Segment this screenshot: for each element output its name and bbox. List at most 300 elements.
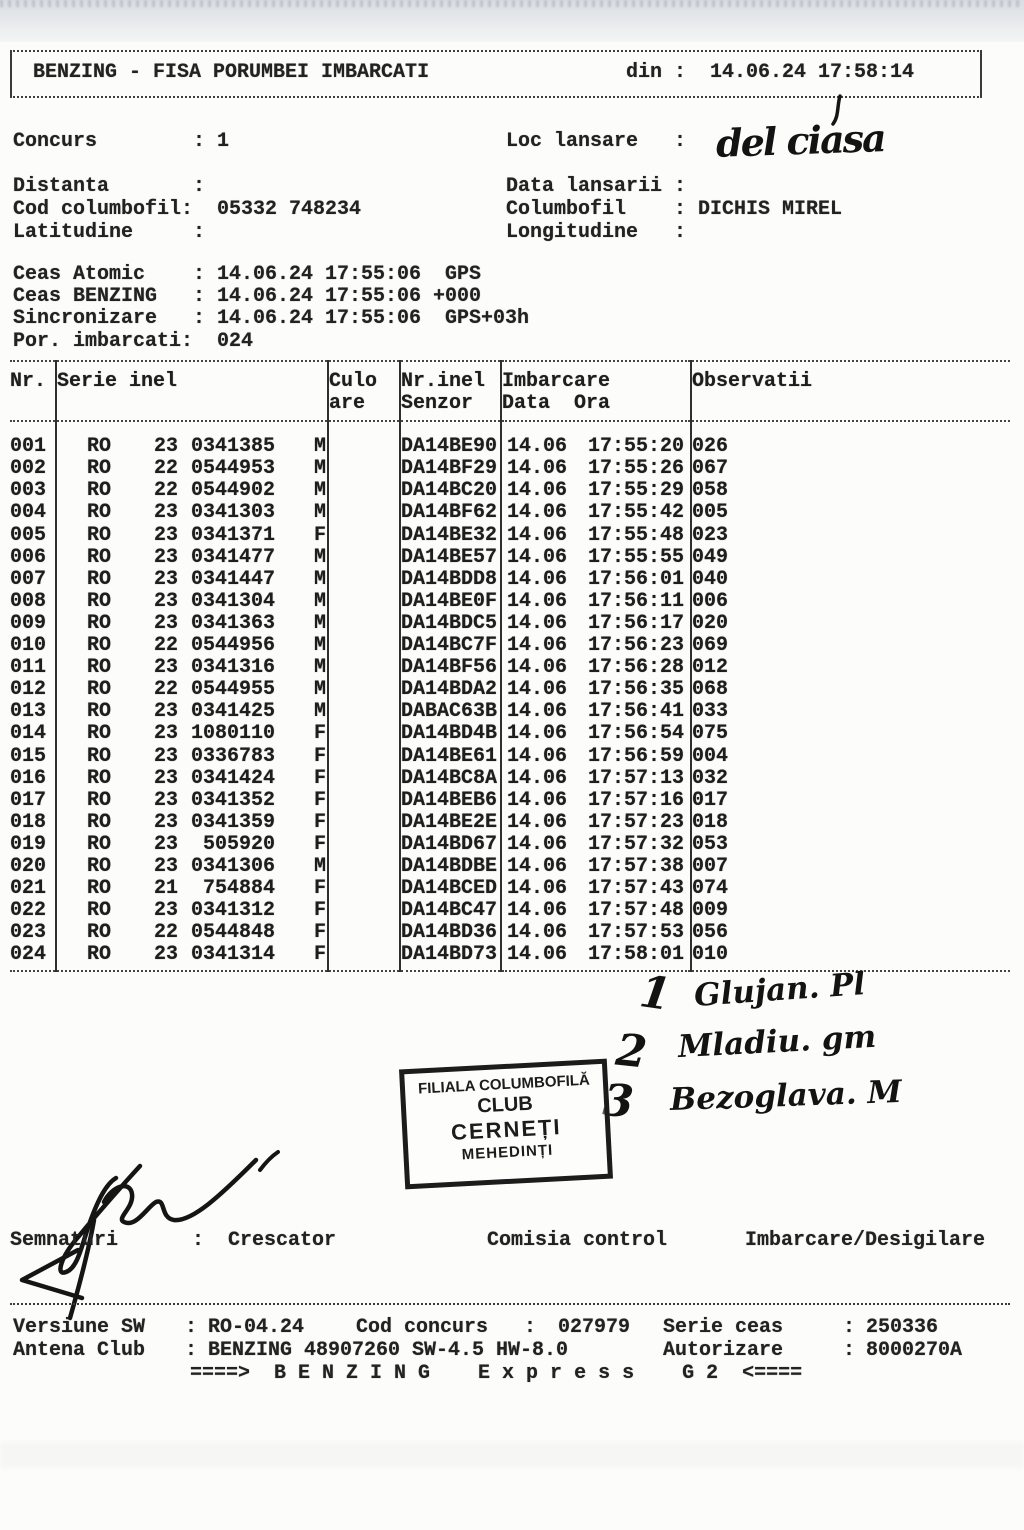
ring-country: RO bbox=[87, 832, 112, 856]
ring-number: 0341363 bbox=[191, 611, 276, 635]
ring-number: 0341477 bbox=[191, 545, 276, 569]
cell-imbarcare bbox=[501, 900, 691, 922]
cell-culoare bbox=[328, 812, 400, 834]
pigeon-sex: M bbox=[314, 479, 327, 503]
cell-culoare bbox=[328, 856, 400, 878]
ring-number: 0341314 bbox=[191, 943, 276, 967]
cell-observatii: 053 bbox=[691, 834, 1010, 856]
cell-imbarcare bbox=[501, 591, 691, 613]
scan-artifact-noise bbox=[0, 0, 1024, 7]
cell-senzor: DA14BC20 bbox=[400, 480, 501, 502]
report-datetime: din : 14.06.24 17:58:14 bbox=[626, 61, 915, 84]
cell-serie-inel bbox=[56, 878, 328, 900]
cell-senzor: DA14BF56 bbox=[400, 657, 501, 679]
imbarcare-time: 17:56:01 bbox=[588, 567, 685, 591]
scan-artifact-top-band bbox=[0, 0, 1024, 42]
imbarcare-time: 17:57:13 bbox=[588, 766, 685, 790]
ring-country: RO bbox=[87, 921, 112, 945]
cell-observatii: 074 bbox=[691, 878, 1010, 900]
pigeon-table-body bbox=[10, 421, 1010, 971]
ring-number: 0544953 bbox=[191, 457, 276, 481]
cell-culoare bbox=[328, 768, 400, 790]
imbarcare-time: 17:55:26 bbox=[588, 457, 685, 481]
table-row bbox=[10, 525, 1010, 547]
ring-number: 505920 bbox=[202, 832, 275, 856]
cell-observatii: 023 bbox=[691, 525, 1010, 547]
porumbei-imbarcati-value: 024 bbox=[217, 330, 254, 353]
table-row bbox=[10, 790, 1010, 812]
col-header-nr: Nr. bbox=[10, 361, 56, 393]
imbarcare-time: 17:57:43 bbox=[588, 877, 685, 901]
loc-lansare-label: Loc lansare bbox=[506, 130, 639, 153]
cell-culoare bbox=[328, 834, 400, 856]
cell-nr: 022 bbox=[10, 899, 47, 923]
pigeon-sex: M bbox=[314, 700, 327, 724]
cell-nr: 013 bbox=[10, 700, 47, 724]
cell-senzor: DA14BC8A bbox=[400, 768, 501, 790]
imbarcare-date: 14.06 bbox=[507, 899, 568, 923]
imbarcare-date: 14.06 bbox=[507, 766, 568, 790]
cell-nr: 015 bbox=[10, 744, 47, 768]
cell-nr: 002 bbox=[10, 457, 47, 481]
cell-culoare bbox=[328, 723, 400, 745]
pigeon-sex: M bbox=[314, 656, 327, 680]
imbarcare-time: 17:57:38 bbox=[588, 854, 685, 878]
imbarcare-time: 17:55:42 bbox=[588, 501, 685, 525]
cell-imbarcare bbox=[501, 547, 691, 569]
table-row bbox=[10, 547, 1010, 569]
porumbei-imbarcati-colon: : bbox=[181, 330, 194, 353]
concurs-colon: : bbox=[193, 130, 206, 153]
cell-nr: 003 bbox=[10, 479, 47, 503]
pigeon-sex: F bbox=[314, 810, 327, 834]
versiune-sw-value: RO-04.24 bbox=[208, 1316, 305, 1339]
ring-country: RO bbox=[87, 678, 112, 702]
cell-imbarcare bbox=[501, 790, 691, 812]
semnaturi-comisia-control: Comisia control bbox=[487, 1229, 668, 1252]
cell-serie-inel bbox=[56, 856, 328, 878]
table-row bbox=[10, 834, 1010, 856]
ring-year: 22 bbox=[154, 634, 179, 658]
cell-culoare bbox=[328, 878, 400, 900]
pigeon-sex: F bbox=[314, 523, 327, 547]
imbarcare-date: 14.06 bbox=[507, 810, 568, 834]
cell-observatii: 033 bbox=[691, 701, 1010, 723]
pigeon-table-header bbox=[10, 361, 1010, 421]
table-row bbox=[10, 502, 1010, 524]
table-row bbox=[10, 701, 1010, 723]
ring-country: RO bbox=[87, 501, 112, 525]
ceas-atomic-value: 14.06.24 17:55:06 GPS bbox=[217, 263, 482, 286]
cod-concurs-label: Cod concurs bbox=[356, 1316, 489, 1339]
cell-serie-inel bbox=[56, 458, 328, 480]
imbarcare-date: 14.06 bbox=[507, 435, 568, 459]
serie-ceas-colon: : bbox=[843, 1316, 856, 1339]
col-header-imbarcare-line1: Imbarcare bbox=[501, 361, 691, 393]
cell-serie-inel bbox=[56, 812, 328, 834]
ring-country: RO bbox=[87, 854, 112, 878]
ring-country: RO bbox=[87, 810, 112, 834]
imbarcare-time: 17:57:32 bbox=[588, 832, 685, 856]
imbarcare-date: 14.06 bbox=[507, 501, 568, 525]
ring-year: 23 bbox=[154, 501, 179, 525]
concurs-label: Concurs bbox=[13, 130, 98, 153]
imbarcare-date: 14.06 bbox=[507, 943, 568, 967]
table-row bbox=[10, 723, 1010, 745]
cell-senzor: DA14BD67 bbox=[400, 834, 501, 856]
cell-observatii: 007 bbox=[691, 856, 1010, 878]
data-lansarii-label: Data lansarii bbox=[506, 175, 663, 198]
handwritten-list-number-2: 2 bbox=[613, 1024, 650, 1079]
cell-observatii: 009 bbox=[691, 900, 1010, 922]
pigeon-sex: M bbox=[314, 435, 327, 459]
handwritten-list-name-1: Glujan. Pl bbox=[692, 966, 867, 1014]
ring-year: 23 bbox=[154, 899, 179, 923]
cod-columbofil-value: 05332 748234 bbox=[217, 198, 362, 221]
ring-number: 0341371 bbox=[191, 523, 276, 547]
ring-country: RO bbox=[87, 700, 112, 724]
ring-number: 1080110 bbox=[191, 722, 276, 746]
cell-culoare bbox=[328, 547, 400, 569]
pigeon-sex: F bbox=[314, 766, 327, 790]
cell-nr: 001 bbox=[10, 435, 47, 459]
cell-serie-inel bbox=[56, 480, 328, 502]
imbarcare-time: 17:56:41 bbox=[588, 700, 685, 724]
ring-country: RO bbox=[87, 722, 112, 746]
cell-observatii: 040 bbox=[691, 569, 1010, 591]
cell-observatii: 049 bbox=[691, 547, 1010, 569]
cell-observatii: 075 bbox=[691, 723, 1010, 745]
cell-serie-inel bbox=[56, 591, 328, 613]
columbofil-colon: : bbox=[674, 198, 687, 221]
col-header-culoare-line1: Culo bbox=[328, 361, 400, 393]
cell-imbarcare bbox=[501, 613, 691, 635]
cell-observatii: 067 bbox=[691, 458, 1010, 480]
table-row bbox=[10, 613, 1010, 635]
cell-senzor: DA14BE57 bbox=[400, 547, 501, 569]
cell-senzor: DA14BC47 bbox=[400, 900, 501, 922]
ring-country: RO bbox=[87, 545, 112, 569]
handwritten-list-number-3: 3 bbox=[601, 1074, 636, 1129]
stamp-line-cerneti: CERNEȚI bbox=[450, 1114, 563, 1145]
ring-number: 754884 bbox=[202, 877, 275, 901]
imbarcare-time: 17:57:16 bbox=[588, 788, 685, 812]
ring-country: RO bbox=[87, 788, 112, 812]
cell-senzor: DABAC63B bbox=[400, 701, 501, 723]
cell-senzor: DA14BEB6 bbox=[400, 790, 501, 812]
cell-senzor: DA14BE2E bbox=[400, 812, 501, 834]
versiune-sw-label: Versiune SW bbox=[13, 1316, 146, 1339]
ring-country: RO bbox=[87, 877, 112, 901]
cell-serie-inel bbox=[56, 679, 328, 701]
cell-imbarcare bbox=[501, 525, 691, 547]
cell-imbarcare bbox=[501, 679, 691, 701]
imbarcare-date: 14.06 bbox=[507, 700, 568, 724]
cell-culoare bbox=[328, 790, 400, 812]
semnaturi-label: Semnaturi bbox=[10, 1229, 119, 1252]
cell-imbarcare bbox=[501, 421, 691, 458]
ring-number: 0544848 bbox=[191, 921, 276, 945]
imbarcare-date: 14.06 bbox=[507, 589, 568, 613]
cell-nr: 005 bbox=[10, 523, 47, 547]
ring-number: 0341306 bbox=[191, 854, 276, 878]
distanta-colon: : bbox=[193, 175, 206, 198]
cell-culoare bbox=[328, 569, 400, 591]
cell-nr: 023 bbox=[10, 921, 47, 945]
cell-imbarcare bbox=[501, 723, 691, 745]
cell-culoare bbox=[328, 944, 400, 971]
cell-serie-inel bbox=[56, 569, 328, 591]
cell-nr: 021 bbox=[10, 877, 47, 901]
table-row bbox=[10, 746, 1010, 768]
ring-year: 23 bbox=[154, 589, 179, 613]
cell-serie-inel bbox=[56, 525, 328, 547]
handwritten-list-name-3: Bezoglava. M bbox=[669, 1073, 903, 1119]
ring-number: 0544902 bbox=[191, 479, 276, 503]
ring-year: 22 bbox=[154, 457, 179, 481]
semnaturi-colon: : bbox=[192, 1229, 205, 1252]
table-row bbox=[10, 900, 1010, 922]
pigeon-sex: F bbox=[314, 744, 327, 768]
latitudine-colon: : bbox=[193, 221, 206, 244]
cell-observatii: 017 bbox=[691, 790, 1010, 812]
imbarcare-time: 17:57:53 bbox=[588, 921, 685, 945]
cell-nr: 010 bbox=[10, 634, 47, 658]
pigeon-sex: M bbox=[314, 545, 327, 569]
ring-year: 22 bbox=[154, 921, 179, 945]
ceas-atomic-colon: : bbox=[193, 263, 206, 286]
imbarcare-date: 14.06 bbox=[507, 877, 568, 901]
cell-nr: 012 bbox=[10, 678, 47, 702]
cell-culoare bbox=[328, 746, 400, 768]
col-header-imbarcare-line2: Data Ora bbox=[501, 393, 691, 421]
cell-culoare bbox=[328, 900, 400, 922]
imbarcare-date: 14.06 bbox=[507, 457, 568, 481]
imbarcare-time: 17:57:48 bbox=[588, 899, 685, 923]
cell-serie-inel bbox=[56, 790, 328, 812]
cell-culoare bbox=[328, 635, 400, 657]
imbarcare-date: 14.06 bbox=[507, 854, 568, 878]
ring-year: 23 bbox=[154, 766, 179, 790]
cell-serie-inel bbox=[56, 701, 328, 723]
data-lansarii-colon: : bbox=[674, 175, 687, 198]
cell-nr: 006 bbox=[10, 545, 47, 569]
pigeon-sex: F bbox=[314, 832, 327, 856]
ring-country: RO bbox=[87, 656, 112, 680]
columbofil-value: DICHIS MIREL bbox=[698, 198, 843, 221]
ring-country: RO bbox=[87, 589, 112, 613]
ring-year: 23 bbox=[154, 611, 179, 635]
distanta-label: Distanta bbox=[13, 175, 110, 198]
cell-serie-inel bbox=[56, 834, 328, 856]
pigeon-sex: M bbox=[314, 457, 327, 481]
pigeon-sex: M bbox=[314, 589, 327, 613]
ring-number: 0341385 bbox=[191, 435, 276, 459]
ring-number: 0341304 bbox=[191, 589, 276, 613]
table-row bbox=[10, 922, 1010, 944]
ring-country: RO bbox=[87, 744, 112, 768]
ring-country: RO bbox=[87, 943, 112, 967]
handwritten-list-number-1: 1 bbox=[636, 966, 675, 1021]
cell-culoare bbox=[328, 701, 400, 723]
cell-culoare bbox=[328, 657, 400, 679]
cell-serie-inel bbox=[56, 723, 328, 745]
cell-imbarcare bbox=[501, 657, 691, 679]
ring-country: RO bbox=[87, 634, 112, 658]
antena-club-colon: : bbox=[185, 1339, 198, 1362]
ring-year: 23 bbox=[154, 744, 179, 768]
cell-culoare bbox=[328, 421, 400, 458]
ring-country: RO bbox=[87, 899, 112, 923]
sincronizare-label: Sincronizare bbox=[13, 307, 158, 330]
scan-artifact-smudge bbox=[0, 1442, 1024, 1468]
cell-imbarcare bbox=[501, 856, 691, 878]
table-row bbox=[10, 458, 1010, 480]
cell-serie-inel bbox=[56, 502, 328, 524]
serie-ceas-value: 250336 bbox=[866, 1316, 939, 1339]
ring-year: 23 bbox=[154, 722, 179, 746]
imbarcare-time: 17:56:23 bbox=[588, 634, 685, 658]
antena-club-label: Antena Club bbox=[13, 1339, 146, 1362]
ring-year: 23 bbox=[154, 810, 179, 834]
cell-observatii: 020 bbox=[691, 613, 1010, 635]
cell-observatii: 010 bbox=[691, 944, 1010, 971]
cell-culoare bbox=[328, 613, 400, 635]
cell-observatii: 058 bbox=[691, 480, 1010, 502]
cell-imbarcare bbox=[501, 834, 691, 856]
ring-country: RO bbox=[87, 766, 112, 790]
semnaturi-crescator: Crescator bbox=[228, 1229, 337, 1252]
imbarcare-time: 17:58:01 bbox=[588, 943, 685, 967]
imbarcare-time: 17:55:29 bbox=[588, 479, 685, 503]
table-row bbox=[10, 878, 1010, 900]
cell-nr: 019 bbox=[10, 832, 47, 856]
pigeon-sex: M bbox=[314, 678, 327, 702]
cell-nr: 020 bbox=[10, 854, 47, 878]
cell-serie-inel bbox=[56, 613, 328, 635]
table-row bbox=[10, 657, 1010, 679]
loc-lansare-handwritten-value: del ciasa bbox=[715, 115, 886, 166]
cell-serie-inel bbox=[56, 944, 328, 971]
cell-observatii: 004 bbox=[691, 746, 1010, 768]
cell-imbarcare bbox=[501, 768, 691, 790]
cell-senzor: DA14BDA2 bbox=[400, 679, 501, 701]
cell-nr: 004 bbox=[10, 501, 47, 525]
handwritten-list-name-2: Mladiu. gm bbox=[677, 1018, 878, 1066]
cell-observatii: 032 bbox=[691, 768, 1010, 790]
cell-senzor: DA14BDBE bbox=[400, 856, 501, 878]
ring-number: 0341447 bbox=[191, 567, 276, 591]
cell-observatii: 006 bbox=[691, 591, 1010, 613]
ceas-benzing-label: Ceas BENZING bbox=[13, 285, 158, 308]
imbarcare-time: 17:56:35 bbox=[588, 678, 685, 702]
imbarcare-time: 17:56:11 bbox=[588, 589, 685, 613]
pigeon-sex: F bbox=[314, 788, 327, 812]
pigeon-sex: M bbox=[314, 567, 327, 591]
cell-nr: 016 bbox=[10, 766, 47, 790]
cell-observatii: 056 bbox=[691, 922, 1010, 944]
cell-imbarcare bbox=[501, 635, 691, 657]
cell-imbarcare bbox=[501, 569, 691, 591]
cell-senzor: DA14BE90 bbox=[400, 421, 501, 458]
report-title: BENZING - FISA PORUMBEI IMBARCATI bbox=[33, 61, 430, 84]
ring-country: RO bbox=[87, 567, 112, 591]
ring-number: 0341352 bbox=[191, 788, 276, 812]
cell-culoare bbox=[328, 922, 400, 944]
cell-nr: 011 bbox=[10, 656, 47, 680]
antena-club-value: BENZING 48907260 SW-4.5 HW-8.0 bbox=[208, 1339, 569, 1362]
cell-imbarcare bbox=[501, 944, 691, 971]
ring-year: 23 bbox=[154, 523, 179, 547]
pigeon-sex: F bbox=[314, 921, 327, 945]
imbarcare-date: 14.06 bbox=[507, 523, 568, 547]
stamp-line-mehedinti: MEHEDINȚI bbox=[461, 1141, 554, 1164]
cell-observatii: 012 bbox=[691, 657, 1010, 679]
autorizare-value: 8000270A bbox=[866, 1339, 963, 1362]
cell-serie-inel bbox=[56, 746, 328, 768]
imbarcare-time: 17:56:54 bbox=[588, 722, 685, 746]
cell-imbarcare bbox=[501, 812, 691, 834]
table-row bbox=[10, 679, 1010, 701]
cod-columbofil-label: Cod columbofil bbox=[13, 198, 182, 221]
col-header-senzor-line2: Senzor bbox=[400, 393, 501, 421]
cell-senzor: DA14BD36 bbox=[400, 922, 501, 944]
cell-senzor: DA14BDD8 bbox=[400, 569, 501, 591]
imbarcare-time: 17:55:55 bbox=[588, 545, 685, 569]
concurs-value: 1 bbox=[217, 130, 230, 153]
ring-country: RO bbox=[87, 435, 112, 459]
pigeon-table bbox=[10, 360, 1010, 972]
semnaturi-imbarcare-desigilare: Imbarcare/Desigilare bbox=[745, 1229, 986, 1252]
cell-observatii: 026 bbox=[691, 421, 1010, 458]
cell-senzor: DA14BDC5 bbox=[400, 613, 501, 635]
cell-observatii: 005 bbox=[691, 502, 1010, 524]
table-row bbox=[10, 421, 1010, 458]
cell-nr: 018 bbox=[10, 810, 47, 834]
ring-year: 23 bbox=[154, 656, 179, 680]
imbarcare-date: 14.06 bbox=[507, 921, 568, 945]
imbarcare-time: 17:56:17 bbox=[588, 611, 685, 635]
stamp-line-club: CLUB bbox=[476, 1092, 534, 1118]
table-row bbox=[10, 569, 1010, 591]
cell-serie-inel bbox=[56, 421, 328, 458]
ring-number: 0341359 bbox=[191, 810, 276, 834]
ring-year: 23 bbox=[154, 854, 179, 878]
cell-senzor: DA14BE0F bbox=[400, 591, 501, 613]
cell-culoare bbox=[328, 525, 400, 547]
ring-number: 0341424 bbox=[191, 766, 276, 790]
ring-year: 23 bbox=[154, 545, 179, 569]
cod-concurs-value: 027979 bbox=[558, 1316, 631, 1339]
cell-serie-inel bbox=[56, 900, 328, 922]
imbarcare-date: 14.06 bbox=[507, 788, 568, 812]
cell-senzor: DA14BD4B bbox=[400, 723, 501, 745]
cod-concurs-colon: : bbox=[524, 1316, 537, 1339]
cell-senzor: DA14BD73 bbox=[400, 944, 501, 971]
col-header-senzor-line1: Nr.inel bbox=[400, 361, 501, 393]
cell-culoare bbox=[328, 502, 400, 524]
ring-country: RO bbox=[87, 523, 112, 547]
cell-culoare bbox=[328, 591, 400, 613]
cell-nr: 014 bbox=[10, 722, 47, 746]
imbarcare-time: 17:56:28 bbox=[588, 656, 685, 680]
ceas-benzing-colon: : bbox=[193, 285, 206, 308]
ring-country: RO bbox=[87, 457, 112, 481]
longitudine-colon: : bbox=[674, 221, 687, 244]
imbarcare-time: 17:57:23 bbox=[588, 810, 685, 834]
cell-nr: 017 bbox=[10, 788, 47, 812]
columbofil-label: Columbofil bbox=[506, 198, 627, 221]
